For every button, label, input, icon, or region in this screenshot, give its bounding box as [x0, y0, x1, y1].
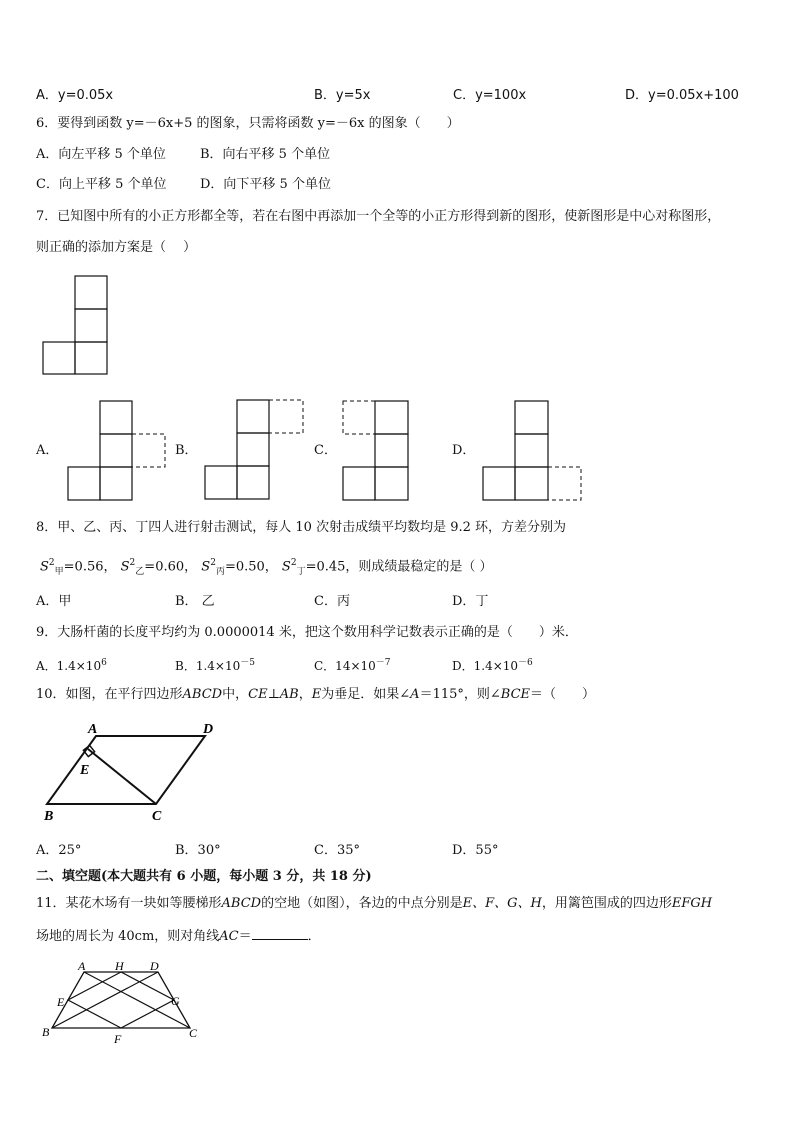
q7-square	[75, 309, 107, 342]
q5-option-a: A．y=0.05x	[36, 88, 114, 103]
q7-stem-line1: 7．已知图中所有的小正方形都全等，若在右图中再添加一个全等的小正方形得到新的图形，使新图形是中心对称图形，	[36, 209, 721, 224]
q9-stem: 9．大肠杆菌的长度平均约为 0.0000014 米，把这个数用科学记数表示正确的是（ ）米．	[36, 625, 578, 640]
q7-option-b-label: B．	[175, 443, 198, 458]
q7-option-a-figure	[67, 401, 167, 501]
q7-added-square	[269, 400, 303, 433]
q11-label-f: F	[114, 1032, 122, 1046]
q11-line1: 11．某花木场有一块如等腰梯形ABCD的空地（如图），各边的中点分别是E、F、G、H，用篱笆围成的四边形EFGH	[36, 896, 713, 911]
q8-variance-line: $S^2_甲=0.56$， $S^2_乙=0.60$， $S^2_丙=0.50$， $S^2_丁=0.45$，则成绩最稳定的是（ ）	[40, 558, 493, 577]
q6-option-c: C．向上平移 5 个单位	[36, 177, 167, 192]
q10-option-b: B．30°	[175, 843, 221, 858]
q8-option-c: C．丙	[314, 594, 350, 609]
q11-answer-blank[interactable]	[252, 927, 308, 940]
q7-option-c-figure	[342, 401, 410, 501]
q7-original-figure	[42, 276, 108, 376]
q10-option-d: D．55°	[452, 843, 499, 858]
q10-option-c: C．35°	[314, 843, 360, 858]
q11-label-d: D	[150, 959, 159, 973]
q11-label-b: B	[42, 1025, 50, 1039]
q7-option-b-figure	[204, 400, 306, 500]
q9-option-b: B．$1.4\times 10^{-5}$	[175, 658, 255, 673]
q11-label-h: H	[115, 959, 124, 973]
q8-option-a: A．甲	[36, 594, 72, 609]
q7-option-d-label: D．	[452, 443, 476, 458]
q10-label-a: A	[88, 722, 98, 737]
q7-added-square	[343, 401, 375, 434]
q9-option-c: C．$14\times 10^{-7}$	[314, 658, 391, 673]
q10-stem: 10．如图，在平行四边形ABCD中，CE⊥AB，E为垂足．如果∠A＝115°，则∠BCE＝（ ）	[36, 687, 596, 702]
q5-option-c: C．y=100x	[453, 88, 527, 103]
q10-label-d: D	[203, 722, 214, 737]
q7-option-a-label: A．	[36, 443, 59, 458]
q11-label-a: A	[78, 959, 86, 973]
q5-option-d: D．y=0.05x+100	[625, 88, 739, 103]
q10-label-c: C	[152, 809, 162, 824]
q8-stem: 8．甲、乙、丙、丁四人进行射击测试，每人 10 次射击成绩平均数均是 9.2 环，方差分别为	[36, 520, 567, 535]
q11-label-e: E	[57, 995, 65, 1009]
q8-option-b: B． 乙	[175, 594, 215, 609]
q6-option-d: D．向下平移 5 个单位	[200, 177, 331, 192]
q8-option-d: D．丁	[452, 594, 489, 609]
q6-option-a: A．向左平移 5 个单位	[36, 147, 166, 162]
q7-square	[43, 342, 75, 374]
q9-option-d: D．$1.4\times 10^{-6}$	[452, 658, 533, 673]
section2-heading: 二、填空题(本大题共有 6 小题，每小题 3 分，共 18 分)	[36, 869, 372, 884]
q7-square	[75, 342, 107, 374]
q11-line2: 场地的周长为 40cm，则对角线AC＝ ．	[36, 929, 321, 944]
q10-label-b: B	[44, 809, 54, 824]
q7-added-square	[132, 434, 165, 467]
q7-stem-line2: 则正确的添加方案是（ ）	[36, 240, 197, 255]
q9-option-a: A．$1.4\times 10^6$	[36, 658, 107, 673]
q11-trapezoid-figure	[40, 960, 210, 1050]
q10-segment-ce	[88, 749, 156, 804]
q6-option-b: B．向右平移 5 个单位	[200, 147, 331, 162]
q5-option-b: B．y=5x	[314, 88, 371, 103]
q7-option-c-label: C．	[314, 443, 337, 458]
q6-stem: 6．要得到函数 y=－6x+5 的图象，只需将函数 y=－6x 的图象（ ）	[36, 116, 460, 131]
q10-parallelogram-figure	[40, 718, 230, 828]
q10-label-e: E	[80, 763, 90, 778]
q11-quadrilateral-efgh	[68, 972, 174, 1028]
q10-option-a: A．25°	[36, 843, 82, 858]
q7-option-d-figure	[482, 401, 584, 501]
q7-square	[75, 276, 107, 309]
q7-added-square	[548, 467, 581, 500]
q11-label-c: C	[189, 1026, 198, 1040]
q11-label-g: G	[171, 994, 180, 1008]
